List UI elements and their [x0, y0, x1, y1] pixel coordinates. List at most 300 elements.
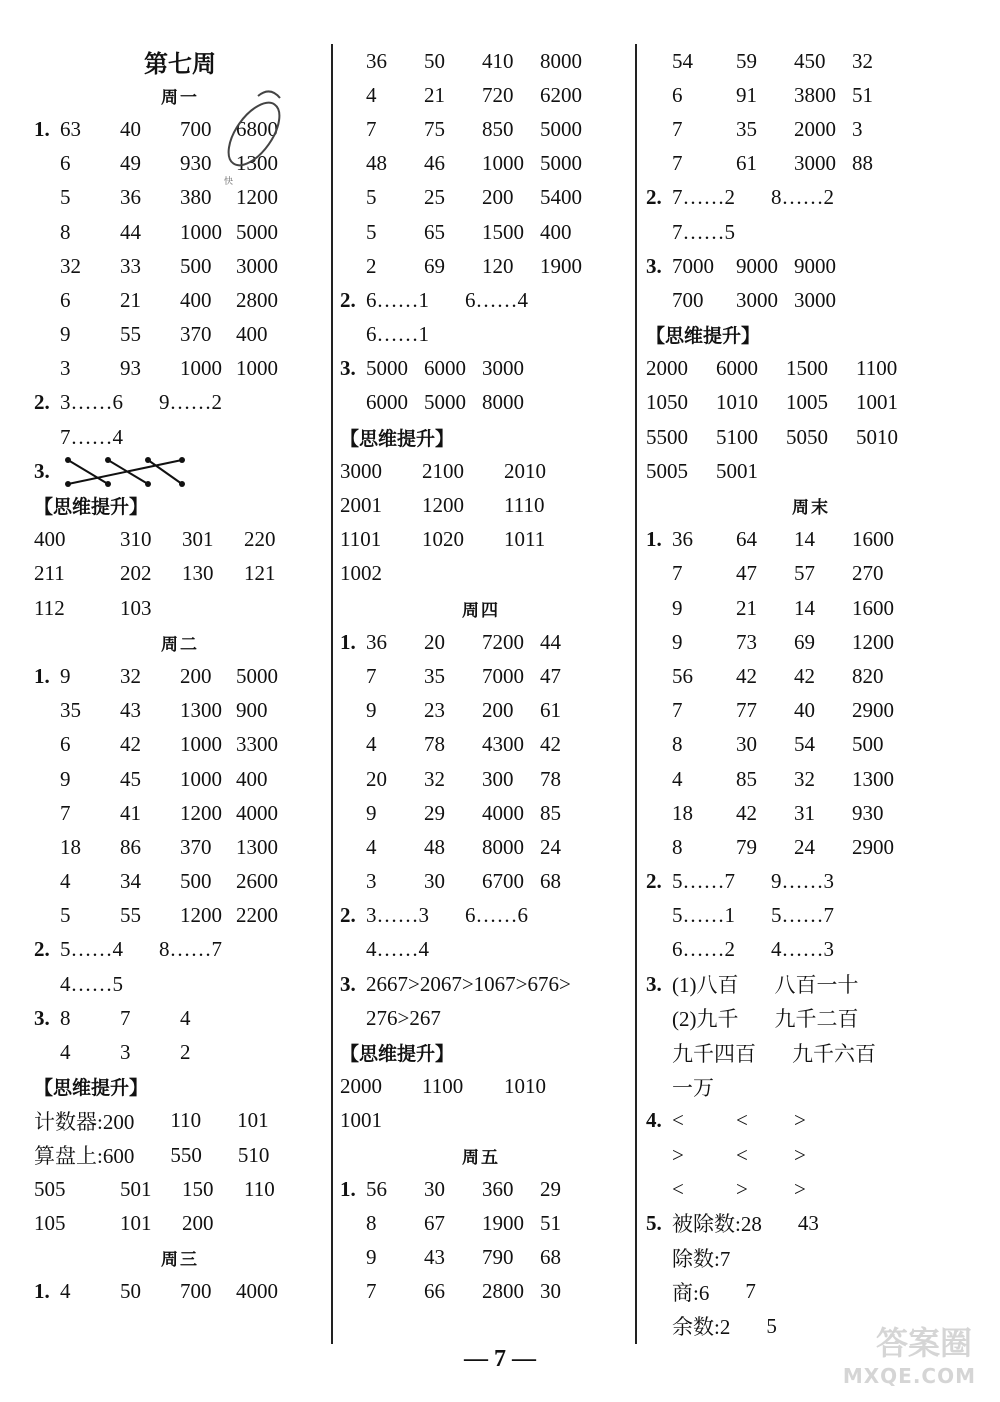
answer-value: 2200 [236, 903, 278, 928]
section-title: 第七周 [144, 51, 216, 78]
answer-value: 410 [482, 48, 514, 73]
svg-text:快: 快 [224, 177, 234, 187]
answer-value: 1300 [236, 151, 278, 176]
answer-value: 7000 [672, 253, 714, 278]
answer-line [646, 762, 976, 796]
answer-value: 40 [794, 698, 815, 723]
answer-value: > [794, 1142, 806, 1167]
answer-line [34, 557, 326, 591]
answer-line [646, 1206, 976, 1240]
answer-value: 29 [540, 1176, 561, 1201]
column-divider [331, 44, 333, 1344]
answer-value: 20 [366, 766, 387, 791]
answer-value: 5000 [424, 390, 466, 415]
answer-value: 42 [540, 732, 561, 757]
answer-value: 2 [366, 253, 377, 278]
question-number: 3. [340, 356, 356, 381]
question-number: 3. [646, 971, 662, 996]
answer-value: 6700 [482, 869, 524, 894]
answer-value: 14 [794, 595, 815, 620]
answer-text: 7……4 [60, 424, 123, 449]
column-3 [646, 44, 976, 1342]
question-number: 2. [340, 287, 356, 312]
answer-text: 6……1 [366, 322, 429, 347]
answer-value: 44 [540, 629, 561, 654]
answer-line [340, 762, 622, 796]
answer-value: 5000 [236, 663, 278, 688]
answer-value: 4 [366, 732, 377, 757]
answer-line [34, 1275, 326, 1309]
answer-value: 500 [180, 869, 212, 894]
answer-line [34, 899, 326, 933]
answer-line [646, 728, 976, 762]
answer-value: 1005 [786, 390, 828, 415]
answer-value: < [672, 1108, 684, 1133]
answer-value: 23 [424, 698, 445, 723]
answer-value: 2 [180, 1040, 191, 1065]
answer-value: 78 [540, 766, 561, 791]
answer-value: 35 [424, 663, 445, 688]
answer-line [646, 249, 976, 283]
answer-value: < [672, 1176, 684, 1201]
answer-line [340, 147, 622, 181]
answer-value: 7 [672, 561, 683, 586]
answer-text: 43 [797, 1210, 819, 1235]
answer-value: 68 [540, 869, 561, 894]
answer-value: 4 [672, 766, 683, 791]
answer-value: 6 [60, 287, 71, 312]
answer-line [34, 318, 326, 352]
answer-line [340, 694, 622, 728]
answer-text: 余数:2 [672, 1315, 731, 1340]
answer-text: (1)八百 [672, 973, 739, 998]
answer-line [340, 181, 622, 215]
question-number: 1. [340, 1176, 356, 1201]
question-number: 3. [34, 1005, 50, 1030]
answer-value: 2010 [504, 458, 546, 483]
answer-value: 700 [180, 1279, 212, 1304]
answer-line [34, 967, 326, 1001]
answer-line [646, 352, 976, 386]
answer-value: 1011 [504, 527, 546, 552]
answer-value: 77 [736, 698, 757, 723]
answer-value: 8 [60, 1005, 71, 1030]
answer-value: 720 [482, 82, 514, 107]
answer-value: 1050 [646, 390, 688, 415]
answer-text: 6……6 [465, 903, 528, 928]
day-heading: 周二 [161, 634, 199, 654]
answer-line [340, 1206, 622, 1240]
answer-value: 85 [736, 766, 757, 791]
answer-line [340, 1104, 622, 1138]
watermark-top-text: 答案圈 [875, 1324, 972, 1362]
answer-line [34, 249, 326, 283]
question-number: 3. [646, 253, 662, 278]
answer-line [340, 454, 622, 488]
day-heading: 周一 [161, 87, 199, 107]
answer-value: 1000 [236, 356, 278, 381]
answer-value: 41 [120, 800, 141, 825]
answer-line [34, 830, 326, 864]
answer-value: 7 [366, 1279, 377, 1304]
answer-value: 500 [852, 732, 884, 757]
answer-line [34, 1172, 326, 1206]
answer-value: 3000 [736, 287, 778, 312]
answer-value: 6200 [540, 82, 582, 107]
answer-value: 1300 [236, 834, 278, 859]
answer-value: 3800 [794, 82, 836, 107]
answer-value: 47 [540, 663, 561, 688]
answer-value: 1020 [422, 527, 464, 552]
answer-value: 1200 [422, 493, 464, 518]
answer-value: 55 [120, 322, 141, 347]
answer-value: 32 [852, 48, 873, 73]
answer-value: 3 [852, 116, 863, 141]
answer-value: 8 [672, 732, 683, 757]
answer-value: 5005 [646, 458, 688, 483]
question-number: 2. [34, 937, 50, 962]
answer-line [646, 1138, 976, 1172]
answer-value: 112 [34, 595, 65, 620]
answer-line [340, 488, 622, 522]
answer-value: 9 [672, 595, 683, 620]
answer-text: 3……3 [366, 903, 429, 928]
answer-value: 1100 [856, 356, 898, 381]
answer-value: 36 [120, 185, 141, 210]
answer-line [646, 44, 976, 78]
answer-value: 5 [60, 903, 71, 928]
matching-dot [105, 481, 111, 487]
answer-line [340, 728, 622, 762]
answer-line [34, 865, 326, 899]
answer-value: 4 [366, 82, 377, 107]
answer-value: 42 [736, 663, 757, 688]
answer-value: 200 [182, 1210, 214, 1235]
answer-value: 1600 [852, 527, 894, 552]
page-number: — 7 — [464, 1346, 536, 1372]
answer-value: 1000 [482, 151, 524, 176]
answer-line [34, 283, 326, 317]
answer-value: 930 [852, 800, 884, 825]
answer-text: 5 [766, 1313, 777, 1338]
question-number: 2. [646, 869, 662, 894]
answer-value: 36 [366, 48, 387, 73]
day-heading: 周五 [462, 1147, 500, 1167]
answer-value: 5500 [646, 424, 688, 449]
answer-value: 54 [672, 48, 693, 73]
answer-value: 51 [852, 82, 873, 107]
answer-line [646, 420, 976, 454]
answer-value: 69 [794, 629, 815, 654]
answer-value: 4 [366, 834, 377, 859]
column-1 [34, 44, 326, 1342]
answer-value: 501 [120, 1176, 152, 1201]
answer-line [340, 249, 622, 283]
answer-value: 700 [672, 287, 704, 312]
answer-value: 790 [482, 1245, 514, 1270]
answer-line [340, 899, 622, 933]
answer-line [340, 112, 622, 146]
answer-value: 4000 [236, 1279, 278, 1304]
answer-text: 4……3 [771, 937, 834, 962]
answer-value: 850 [482, 116, 514, 141]
answer-value: 120 [482, 253, 514, 278]
matching-dot [145, 457, 151, 463]
answer-text: 八百一十 [774, 973, 859, 998]
answer-value: 30 [736, 732, 757, 757]
answer-value: 63 [60, 116, 81, 141]
answer-value: 44 [120, 219, 141, 244]
answer-value: 2000 [646, 356, 688, 381]
answer-value: 400 [180, 287, 212, 312]
answer-line [646, 694, 976, 728]
answer-value: 9 [60, 663, 71, 688]
answer-value: 105 [34, 1210, 66, 1235]
answer-value: 57 [794, 561, 815, 586]
answer-text: 7 [745, 1279, 756, 1304]
answer-text: 九千二百 [774, 1007, 859, 1032]
answer-value: 36 [366, 629, 387, 654]
answer-value: 930 [180, 151, 212, 176]
answer-value: 8 [366, 1210, 377, 1235]
answer-value: 65 [424, 219, 445, 244]
answer-value: 360 [482, 1176, 514, 1201]
answer-value: 64 [736, 527, 757, 552]
answer-value: 5400 [540, 185, 582, 210]
answer-value: 2000 [340, 1074, 382, 1099]
answer-text: 8……2 [771, 185, 834, 210]
answer-value: 6000 [366, 390, 408, 415]
answer-line [646, 523, 976, 557]
answer-line [646, 1104, 976, 1138]
answer-line [646, 215, 976, 249]
answer-value: 7200 [482, 629, 524, 654]
answer-value: 9 [366, 1245, 377, 1270]
answer-value: 6 [60, 732, 71, 757]
answer-value: 21 [424, 82, 445, 107]
answer-line [34, 420, 326, 454]
answer-value: 2900 [852, 698, 894, 723]
answer-value: 55 [120, 903, 141, 928]
answer-value: 21 [736, 595, 757, 620]
thinking-section-heading: 【思维提升】 [34, 1077, 149, 1100]
answer-value: 2900 [852, 834, 894, 859]
answer-value: 7 [672, 151, 683, 176]
answer-value: 900 [236, 698, 268, 723]
answer-value: 202 [120, 561, 152, 586]
question-number: 4. [646, 1108, 662, 1133]
answer-value: 7 [366, 663, 377, 688]
watermark-bottom-text: MXQE.COM [842, 1364, 976, 1388]
answer-value: 14 [794, 527, 815, 552]
answer-value: 56 [672, 663, 693, 688]
answer-value: 9 [366, 800, 377, 825]
answer-value: 1500 [482, 219, 524, 244]
answer-value: 200 [180, 663, 212, 688]
thinking-section-heading: 【思维提升】 [34, 496, 149, 519]
answer-value: 110 [244, 1176, 275, 1201]
answer-value: 370 [180, 834, 212, 859]
answer-value: 400 [34, 527, 66, 552]
answer-value: 1600 [852, 595, 894, 620]
answer-text: 2667>2067>1067>676> [366, 971, 571, 996]
answer-line [34, 215, 326, 249]
answer-text: 8……7 [159, 937, 222, 962]
answer-value: 400 [540, 219, 572, 244]
answer-value: 5 [60, 185, 71, 210]
answer-value: 3 [366, 869, 377, 894]
column-divider [635, 44, 637, 1344]
answer-line [646, 147, 976, 181]
answer-line [34, 523, 326, 557]
answer-value: 3000 [794, 287, 836, 312]
answer-value: 4 [60, 1040, 71, 1065]
answer-value: 30 [424, 869, 445, 894]
answer-text: 被除数:28 [672, 1212, 762, 1237]
answer-text: 5……4 [60, 937, 123, 962]
answer-value: 5000 [540, 116, 582, 141]
answer-value: 79 [736, 834, 757, 859]
answer-line [34, 659, 326, 693]
answer-value: 50 [120, 1279, 141, 1304]
answer-value: 270 [852, 561, 884, 586]
answer-line [646, 967, 976, 1001]
answer-value: 49 [120, 151, 141, 176]
answer-value: 88 [852, 151, 873, 176]
answer-value: 1000 [180, 356, 222, 381]
answer-text: 5……1 [672, 903, 735, 928]
answer-value: 4 [180, 1005, 191, 1030]
answer-value: 211 [34, 561, 65, 586]
answer-value: 42 [794, 663, 815, 688]
answer-line [646, 181, 976, 215]
answer-line [646, 386, 976, 420]
answer-value: 85 [540, 800, 561, 825]
answer-value: 8000 [482, 834, 524, 859]
answer-line [340, 933, 622, 967]
question-number: 5. [646, 1210, 662, 1235]
answer-value: 9000 [794, 253, 836, 278]
answer-value: 500 [180, 253, 212, 278]
answer-text: (2)九千 [672, 1007, 739, 1032]
answer-value: 56 [366, 1176, 387, 1201]
answer-value: 4 [60, 1279, 71, 1304]
answer-value: 5000 [366, 356, 408, 381]
answer-value: 36 [672, 527, 693, 552]
answer-text: 7……2 [672, 185, 735, 210]
answer-line [646, 899, 976, 933]
answer-text: 550 [170, 1142, 202, 1167]
answer-text: 6……4 [465, 287, 528, 312]
matching-dot [65, 481, 71, 487]
answer-value: 67 [424, 1210, 445, 1235]
answer-value: 5 [366, 219, 377, 244]
answer-line [340, 386, 622, 420]
answer-value: 310 [120, 527, 152, 552]
answer-value: 48 [366, 151, 387, 176]
answer-line [340, 796, 622, 830]
answer-value: 6000 [424, 356, 466, 381]
answer-value: > [736, 1176, 748, 1201]
answer-value: 78 [424, 732, 445, 757]
answer-value: 33 [120, 253, 141, 278]
question-number: 1. [646, 527, 662, 552]
answer-value: 4000 [236, 800, 278, 825]
answer-value: 3 [60, 356, 71, 381]
answer-text: 276>267 [366, 1005, 441, 1030]
answer-line [646, 283, 976, 317]
answer-value: 9000 [736, 253, 778, 278]
answer-value: 6800 [236, 116, 278, 141]
answer-text: 510 [237, 1142, 270, 1167]
answer-line [646, 796, 976, 830]
question-number: 2. [340, 903, 356, 928]
answer-value: 91 [736, 82, 757, 107]
answer-value: 48 [424, 834, 445, 859]
answer-value: 34 [120, 869, 141, 894]
answer-value: 42 [736, 800, 757, 825]
answer-line [646, 1070, 976, 1104]
answer-line [340, 215, 622, 249]
answer-value: 1001 [856, 390, 898, 415]
answer-text: 5……7 [672, 869, 735, 894]
answer-value: 3000 [236, 253, 278, 278]
answer-value: 20 [424, 629, 445, 654]
answer-value: 3 [120, 1040, 131, 1065]
answer-value: 200 [482, 185, 514, 210]
answer-value: 1101 [340, 527, 382, 552]
answer-value: 30 [540, 1279, 561, 1304]
answer-text: 9……2 [159, 390, 222, 415]
answer-value: 5100 [716, 424, 758, 449]
answer-value: 1002 [340, 561, 382, 586]
answer-value: 93 [120, 356, 141, 381]
answer-value: 700 [180, 116, 212, 141]
day-heading: 周末 [792, 498, 830, 518]
answer-value: 1001 [340, 1108, 382, 1133]
answer-value: 4300 [482, 732, 524, 757]
answer-value: 43 [424, 1245, 445, 1270]
answer-line [34, 591, 326, 625]
answer-value: 68 [540, 1245, 561, 1270]
answer-value: 8 [60, 219, 71, 244]
answer-line [340, 78, 622, 112]
answer-value: 29 [424, 800, 445, 825]
answer-line [340, 318, 622, 352]
answer-value: 31 [794, 800, 815, 825]
answer-value: 3300 [236, 732, 278, 757]
answer-text: 6……1 [366, 287, 429, 312]
answer-value: 50 [424, 48, 445, 73]
question-number: 2. [646, 185, 662, 210]
answer-line [646, 557, 976, 591]
answer-line [340, 44, 622, 78]
watermark-logo [792, 1318, 982, 1388]
question-number: 1. [34, 663, 50, 688]
answer-value: 24 [540, 834, 561, 859]
answer-value: 30 [424, 1176, 445, 1201]
answer-value: 9 [672, 629, 683, 654]
answer-value: 2100 [422, 458, 464, 483]
answer-line [34, 796, 326, 830]
answer-value: 505 [34, 1176, 66, 1201]
answer-value: 1000 [180, 219, 222, 244]
answer-value: 35 [60, 698, 81, 723]
answer-text: 110 [170, 1108, 202, 1133]
answer-value: 1300 [852, 766, 894, 791]
answer-value: 820 [852, 663, 884, 688]
answer-value: 42 [120, 732, 141, 757]
